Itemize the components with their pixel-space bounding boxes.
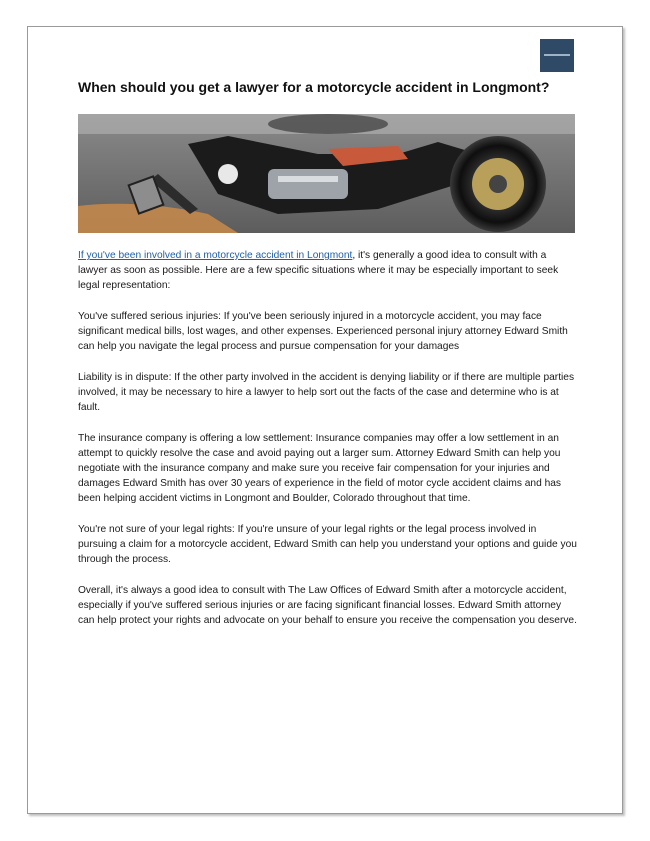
intro-paragraph xyxy=(78,248,578,293)
page-title: When should you get a lawyer for a motorcycle accident in Longmont? xyxy=(78,79,550,95)
paragraph-overall: Overall, it's always a good idea to consult with The Law Offices of Edward Smith after a motorcycle accident, especially if you've suffered serious injuries or are facing significant financial losses. Edward Smith attorney can help protect your rights and advocate on your behalf to ensure you receive the compensation you deserve. xyxy=(78,585,577,626)
paragraph-legal-rights: You're not sure of your legal rights: If you're unsure of your legal rights or the legal process involved in pursuing a claim for a motorcycle accident, Edward Smith can help you understand your options and guide you through the process. xyxy=(78,524,577,565)
wheel-hub xyxy=(489,175,507,193)
paragraph-serious-injuries: You've suffered serious injuries: If you've been seriously injured in a motorcycle accident, you may face significant medical bills, lost wages, and other expenses. Experienced personal injury attorney Edward Smith can help you navigate the legal process and pursue compensation for your damages xyxy=(78,311,568,352)
firm-logo-icon xyxy=(540,39,574,72)
background-vehicle xyxy=(268,114,388,134)
motorcycle-accident-link[interactable]: If you've been involved in a motorcycle accident in Longmont xyxy=(78,250,353,261)
document-page xyxy=(27,26,623,814)
hero-image-svg xyxy=(78,114,575,233)
engine-highlight xyxy=(278,176,338,182)
paragraph-insurance: The insurance company is offering a low settlement: Insurance companies may offer a low settlement in an attempt to quickly resolve the case and avoid paying out a larger sum. Attorney Edward Smith can help you negotiate with the insurance company and make sure you receive fair compensation for your injuries and damages Edward Smith has over 30 years of experience in the field of motor cycle accident claims and has been helping accident victims in Longmont and Boulder, Colorado throughout that time. xyxy=(78,433,562,504)
headlight xyxy=(218,164,238,184)
article-body xyxy=(78,248,578,644)
paragraph-liability: Liability is in dispute: If the other party involved in the accident is denying liability or if there are multiple parties involved, it may be necessary to hire a lawyer to help sort out the facts of the case and determine who is at fault. xyxy=(78,372,575,413)
motorcycle-accident-photo xyxy=(78,114,575,233)
logo-mark xyxy=(544,54,570,56)
motorcycle-engine xyxy=(268,169,348,199)
intro-text: , it's generally a good idea to consult with a lawyer as soon as possible. Here are a few specific situations where it may be especially important to seek legal representation: xyxy=(78,250,559,291)
